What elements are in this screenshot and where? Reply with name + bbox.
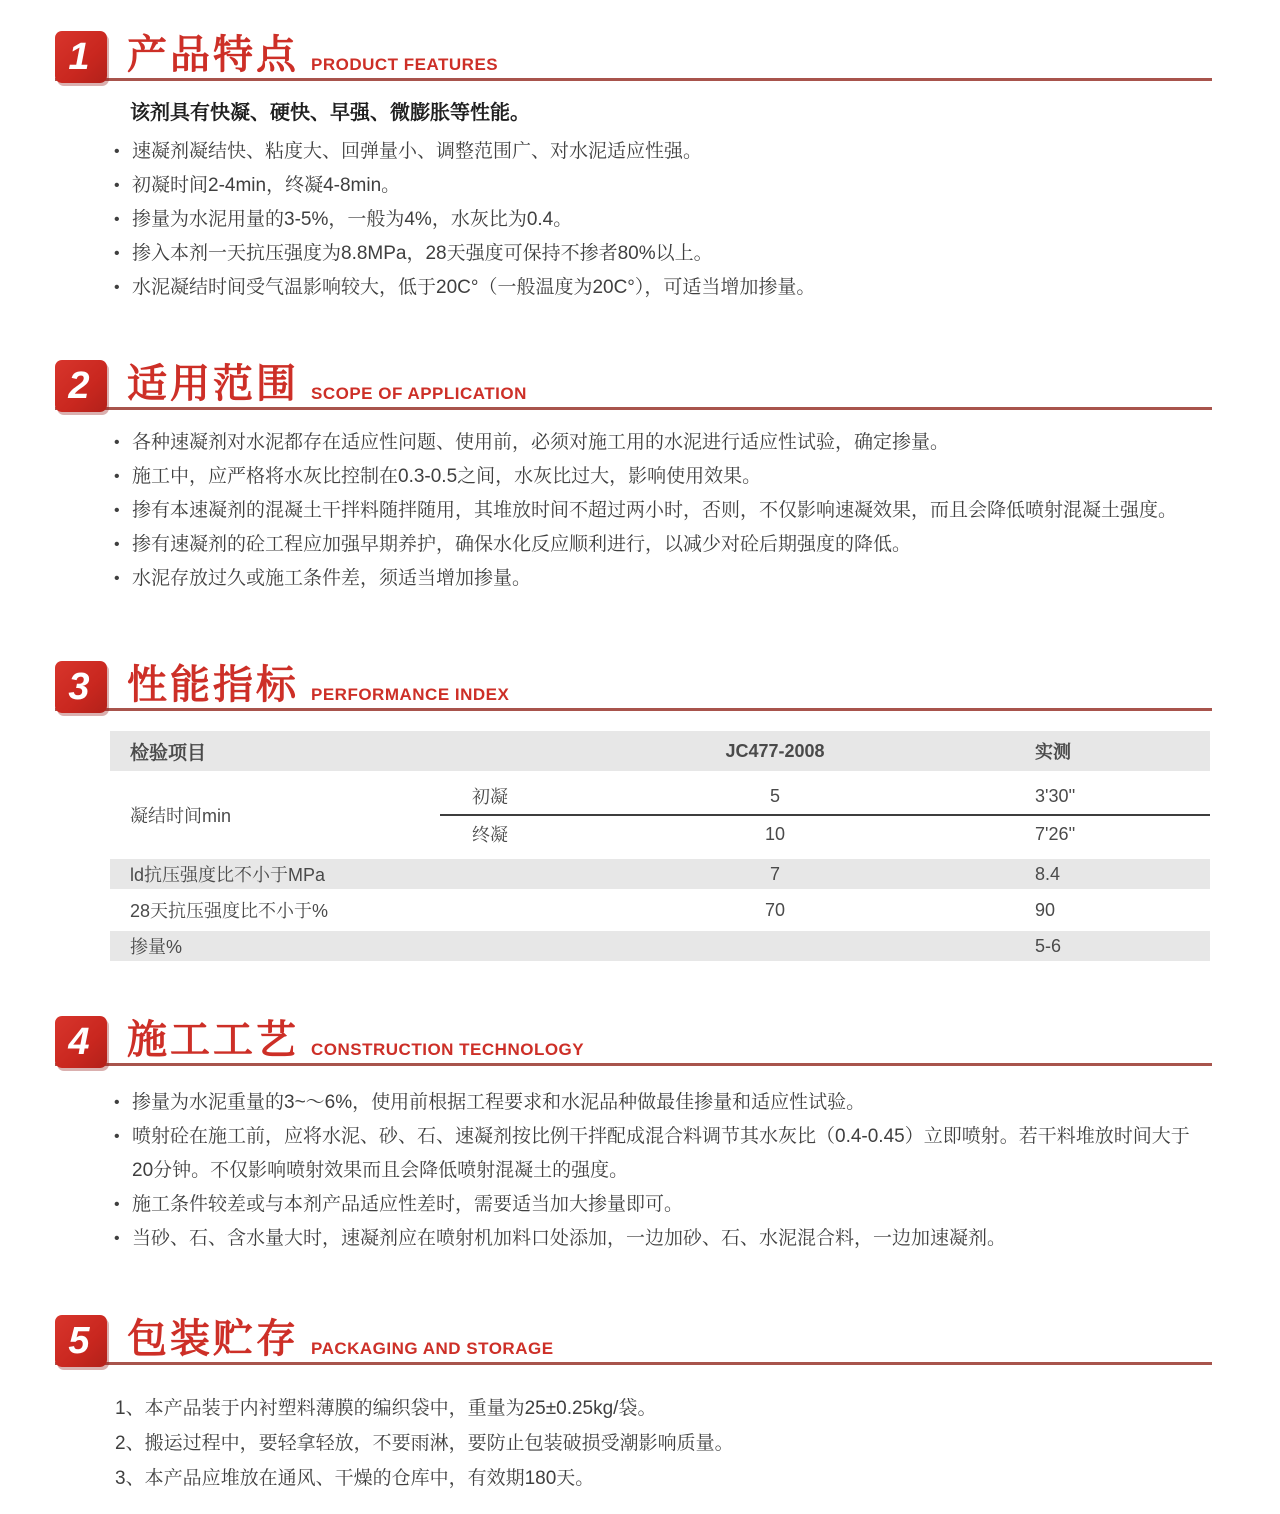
list-item: • 初凝时间2-4min，终凝4-8min。 (110, 169, 1210, 203)
cell-standard-value: 7 (769, 863, 780, 884)
list-item: • 施工中，应严格将水灰比控制在0.3-0.5之间，水灰比过大，影响使用效果。 (110, 460, 1210, 494)
section-header-scope-of-application (55, 351, 1212, 410)
cell-measured-value: 3'30'' (1035, 785, 1076, 806)
cell-sub-name: 终凝 (472, 825, 508, 845)
list-item: • 掺量为水泥用量的3-5%，一般为4%，水灰比为0.4。 (110, 203, 1210, 237)
table-header-row (110, 731, 1210, 771)
list-item: • 喷射砼在施工前，应将水泥、砂、石、速凝剂按比例干拌配成混合料调节其水灰比（0.4-0.45）立即喷射。若干料堆放时间大于20分钟。不仅影响喷射效果而且会降低喷射混凝土的强度。 (110, 1120, 1210, 1188)
numbered-item: 1、本产品装于内衬塑料薄膜的编织袋中，重量为25±0.25kg/袋。 (115, 1398, 657, 1419)
cell-standard-value: 5 (769, 785, 780, 806)
section-title-en: PACKAGING AND STORAGE (311, 1339, 554, 1358)
cell-standard-value: 70 (764, 899, 786, 920)
list-item: • 掺有速凝剂的砼工程应加强早期养护，确保水化反应顺利进行，以减少对砼后期强度的降低。 (110, 528, 1210, 562)
product-features-intro: 该剂具有快凝、硬快、早强、微膨胀等性能。 (130, 102, 530, 124)
section-body-scope-of-application (110, 426, 1210, 596)
table-row-setting-time (110, 777, 1210, 853)
cell-sub-name: 初凝 (472, 787, 508, 807)
section-title-zh: 包装贮存 (127, 1317, 299, 1361)
section-title-zh: 施工工艺 (127, 1018, 299, 1062)
list-item: • 水泥凝结时间受气温影响较大，低于20C°（一般温度为20C°），可适当增加掺量。 (110, 271, 1210, 305)
cell-item: 掺量% (130, 937, 183, 957)
table-row-1d-strength (110, 859, 1210, 889)
section-title-en: CONSTRUCTION TECHNOLOGY (311, 1040, 585, 1059)
table-header-item: 检验项目 (130, 742, 207, 764)
list-item: • 掺量为水泥重量的3~～6%，使用前根据工程要求和水泥品种做最佳掺量和适应性试验。 (110, 1086, 1210, 1120)
list-item: • 施工条件较差或与本剂产品适应性差时，需要适当加大掺量即可。 (110, 1188, 1210, 1222)
section-header-product-features (55, 22, 1212, 81)
subrow-divider (440, 814, 1210, 816)
cell-standard-value: 10 (764, 823, 786, 844)
numbered-item: 3、本产品应堆放在通风、干燥的仓库中，有效期180天。 (115, 1468, 595, 1489)
table-header-measured: 实测 (1035, 742, 1071, 762)
table-row-dosage (110, 931, 1210, 961)
construction-list (110, 1086, 1210, 1256)
scope-list (110, 426, 1210, 596)
list-item: • 掺有本速凝剂的混凝土干拌料随拌随用，其堆放时间不超过两小时，否则，不仅影响速凝效果，而且会降低喷射混凝土强度。 (110, 494, 1210, 528)
cell-measured-value: 7'26'' (1035, 823, 1076, 844)
section-header-performance-index (55, 652, 1212, 711)
table-row-28d-strength (110, 895, 1210, 925)
section-title-zh: 性能指标 (127, 663, 299, 707)
list-item: • 当砂、石、含水量大时，速凝剂应在喷射机加料口处添加，一边加砂、石、水泥混合料，一边加速凝剂。 (110, 1222, 1210, 1256)
numbered-item: 2、搬运过程中，要轻拿轻放，不要雨淋，要防止包装破损受潮影响质量。 (115, 1433, 734, 1454)
section-title-zh: 产品特点 (127, 33, 299, 77)
section-number-badge: 2 (55, 360, 107, 412)
section-number-badge: 5 (55, 1315, 107, 1367)
product-features-list (110, 135, 1210, 305)
setting-time-label: 凝结时间min (130, 806, 232, 826)
section-header-packaging-storage (55, 1306, 1212, 1365)
cell-item: 28天抗压强度比不小于% (130, 901, 329, 921)
cell-measured-value: 8.4 (1035, 863, 1061, 884)
section-title-en: PERFORMANCE INDEX (311, 685, 510, 704)
list-item: • 水泥存放过久或施工条件差，须适当增加掺量。 (110, 562, 1210, 596)
section-body-product-features (110, 97, 1210, 305)
cell-item: ld抗压强度比不小于MPa (130, 865, 326, 885)
section-body-packaging-storage (115, 1391, 1210, 1496)
section-body-construction-technology (110, 1086, 1210, 1256)
section-title-en: SCOPE OF APPLICATION (311, 384, 527, 403)
performance-index-table (110, 731, 1210, 961)
list-item: • 掺入本剂一天抗压强度为8.8MPa，28天强度可保持不掺者80%以上。 (110, 237, 1210, 271)
cell-measured-value: 90 (1035, 899, 1056, 920)
section-title-en: PRODUCT FEATURES (311, 55, 499, 74)
section-title-zh: 适用范围 (127, 362, 299, 406)
cell-measured-value: 5-6 (1035, 935, 1062, 956)
table-header-standard: JC477-2008 (725, 740, 825, 761)
section-number-badge: 3 (55, 661, 107, 713)
section-number-badge: 4 (55, 1016, 107, 1068)
section-header-construction-technology (55, 1007, 1212, 1066)
list-item: • 各种速凝剂对水泥都存在适应性问题、使用前，必须对施工用的水泥进行适应性试验，确定掺量。 (110, 426, 1210, 460)
section-number-badge: 1 (55, 31, 107, 83)
list-item: • 速凝剂凝结快、粘度大、回弹量小、调整范围广、对水泥适应性强。 (110, 135, 1210, 169)
